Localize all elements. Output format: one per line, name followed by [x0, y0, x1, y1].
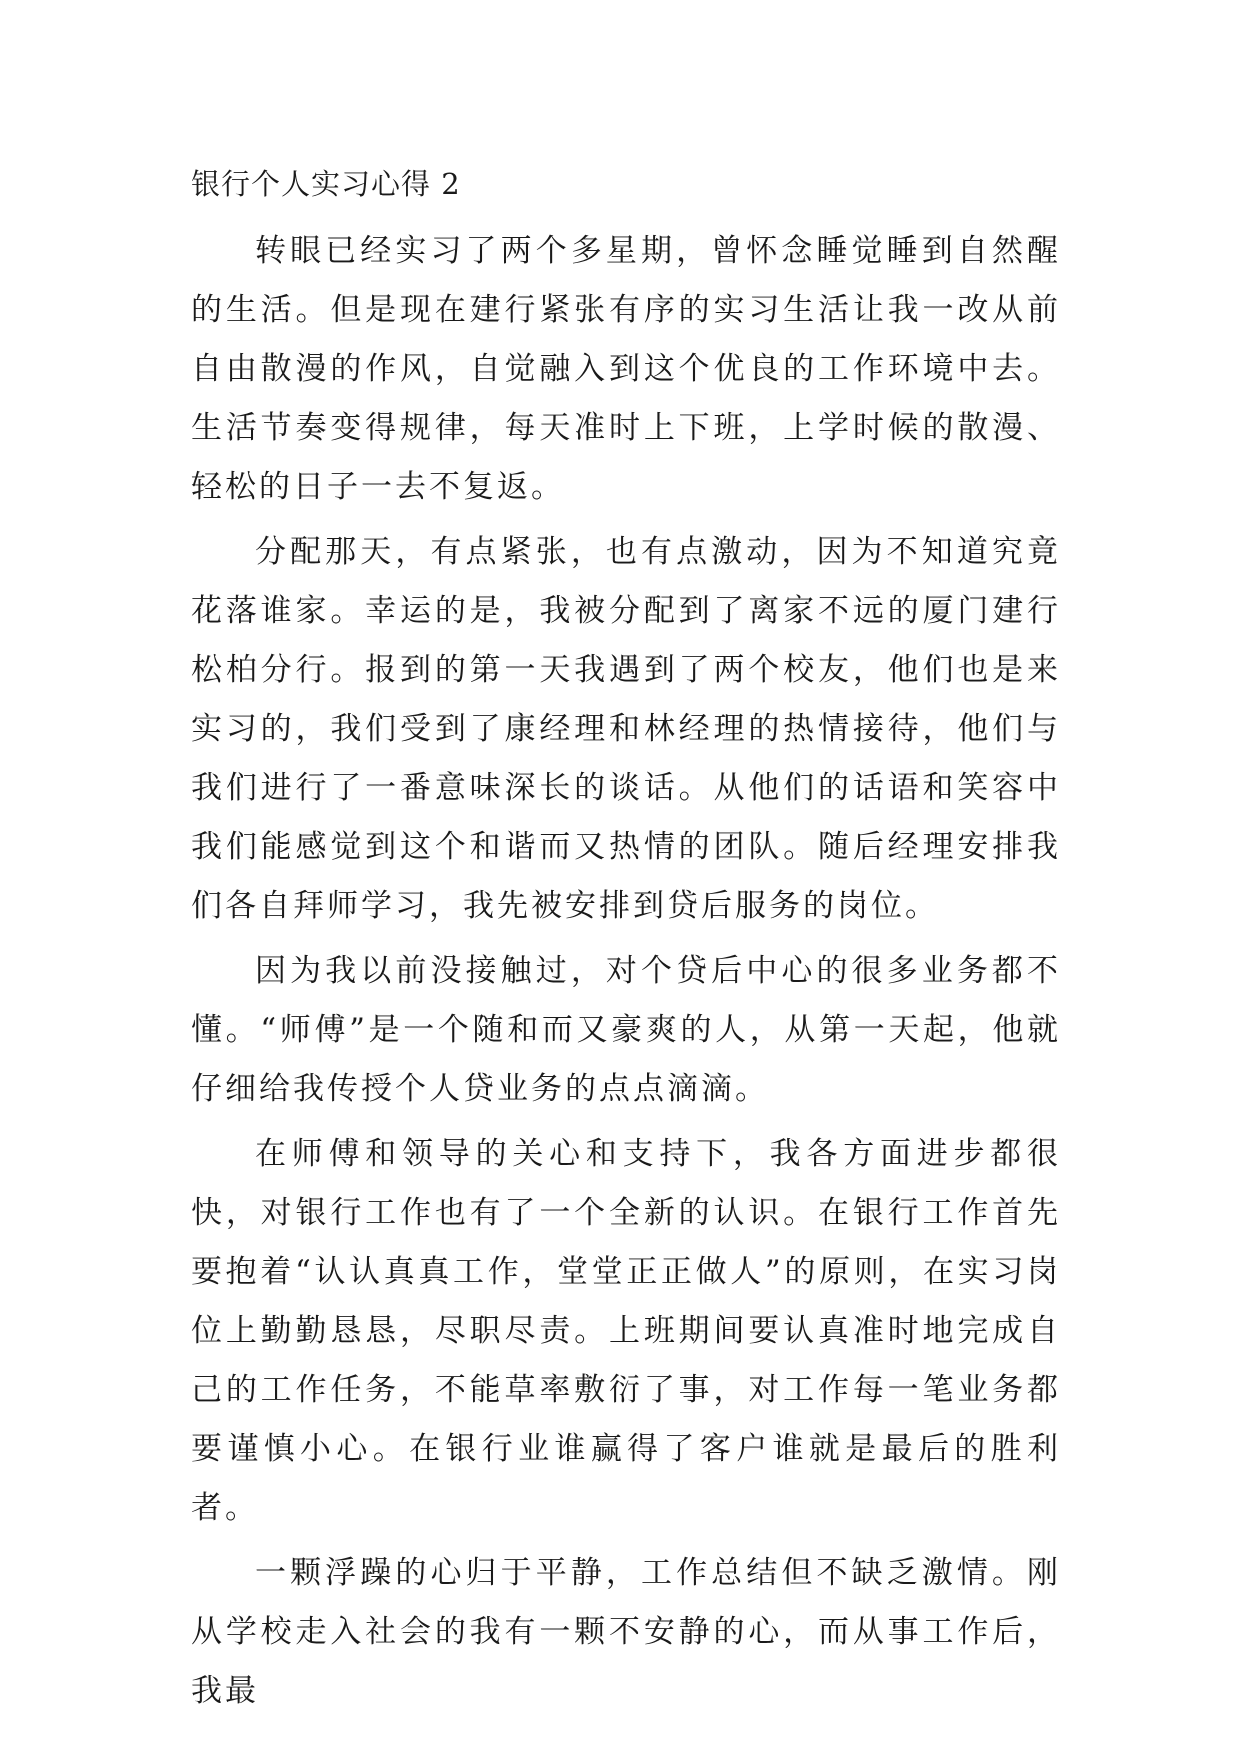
paragraph: 因为我以前没接触过，对个贷后中心的很多业务都不懂。“师傅”是一个随和而又豪爽的人，从第一天起，他就仔细给我传授个人贷业务的点点滴滴。 — [191, 953, 1061, 1107]
paragraph: 分配那天，有点紧张，也有点激动，因为不知道究竟花落谁家。幸运的是，我被分配到了离家不远的厦门建行松柏分行。报到的第一天我遇到了两个校友，他们也是来实习的，我们受到了康经理和林经理的热情接待，他们与我们进行了一番意味深长的谈话。从他们的话语和笑容中我们能感觉到这个和谐而又热情的团队。随后经理安排我们各自拜师学习，我先被安排到贷后服务的岗位。 — [191, 534, 1061, 924]
paragraph: 转眼已经实习了两个多星期，曾怀念睡觉睡到自然醒的生活。但是现在建行紧张有序的实习生活让我一改从前自由散漫的作风，自觉融入到这个优良的工作环境中去。生活节奏变得规律，每天准时上下班，上学时候的散漫、轻松的日子一去不复返。 — [191, 233, 1061, 505]
paragraph: 一颗浮躁的心归于平静，工作总结但不缺乏激情。刚从学校走入社会的我有一颗不安静的心，而从事工作后，我最 — [191, 1555, 1061, 1709]
document-body — [191, 166, 1061, 1727]
paragraph: 在师傅和领导的关心和支持下，我各方面进步都很快，对银行工作也有了一个全新的认识。在银行工作首先要抱着“认认真真工作，堂堂正正做人”的原则，在实习岗位上勤勤恳恳，尽职尽责。上班期间要认真准时地完成自己的工作任务，不能草率敷衍了事，对工作每一笔业务都要谨慎小心。在银行业谁赢得了客户谁就是最后的胜利者。 — [191, 1136, 1061, 1526]
document-title: 银行个人实习心得 2 — [191, 167, 461, 201]
